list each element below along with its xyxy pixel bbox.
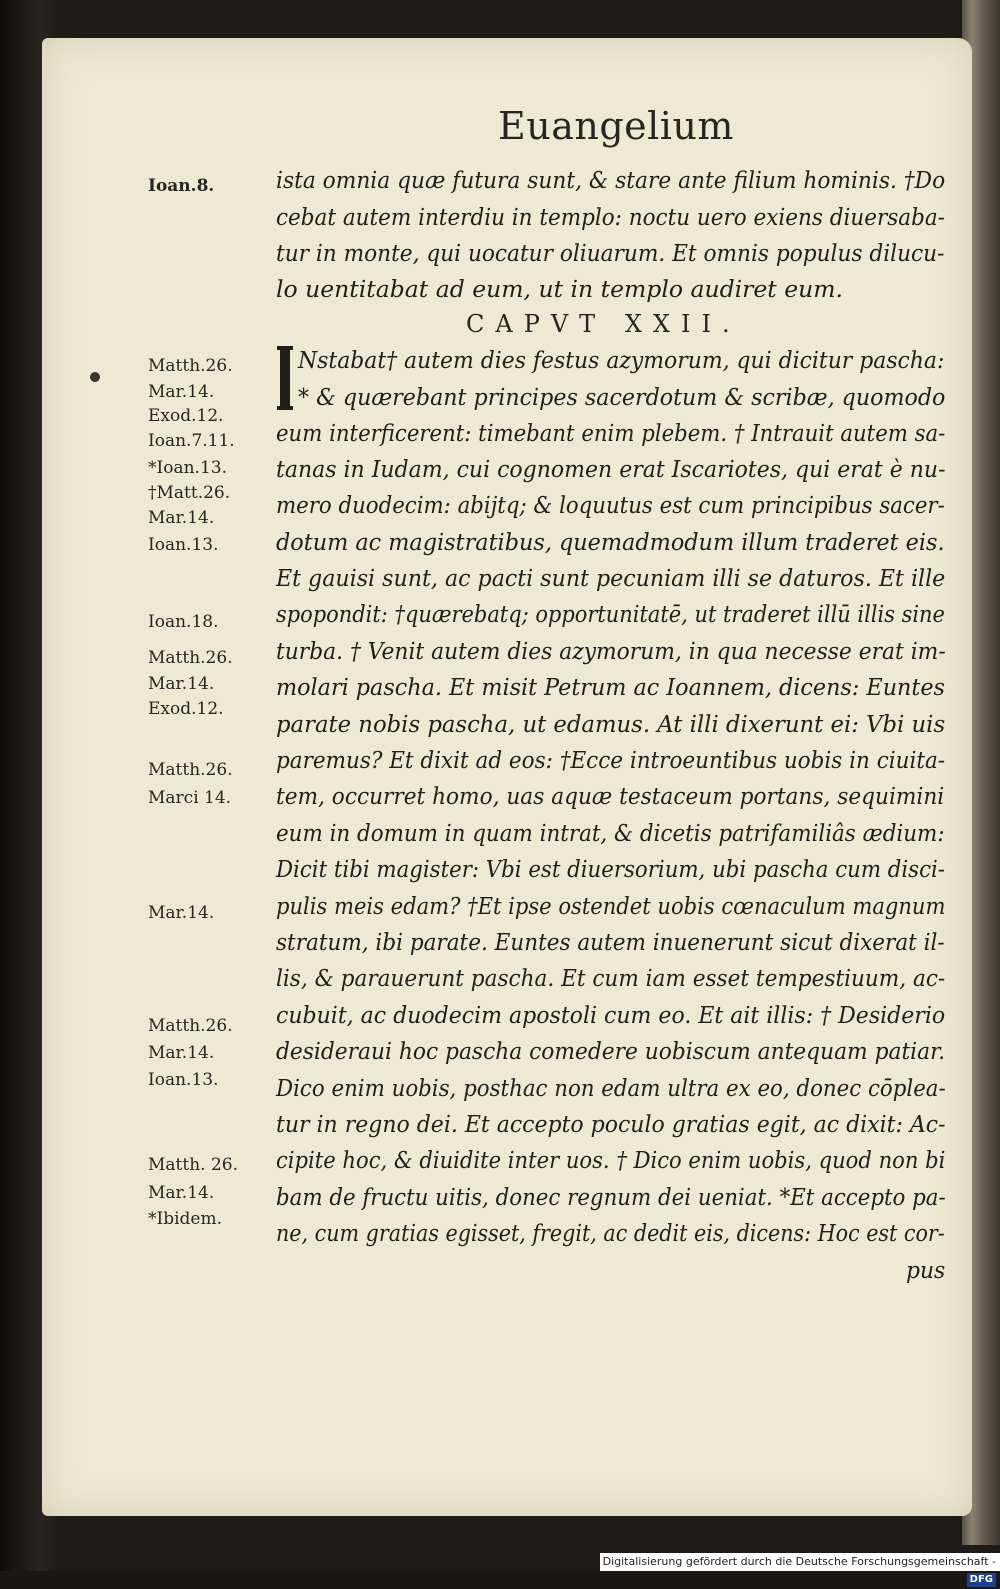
text-line: mero duodecim: abijtq; & loquutus est cum principibus sacer- [276,491,945,519]
running-title: Euangelium [498,104,734,148]
text-line: Dicit tibi magister: Vbi est diuersorium, ubi pascha cum disci- [276,855,945,883]
margin-ref: Ioan.7.11. [148,431,235,451]
catchword: pus [906,1256,946,1284]
margin-ref: *Ibidem. [148,1209,223,1229]
text-line: pulis meis edam? †Et ipse ostendet uobis cœnaculum magnum [276,892,946,920]
margin-ref: Ioan.18. [148,612,219,632]
credit-text: Digitalisierung gefördert durch die Deutsche Forschungsgemeinschaft - [602,1555,996,1568]
text-line: desideraui hoc pascha comedere uobiscum antequam patiar. [276,1037,946,1065]
margin-ref: Ioan.13. [148,535,219,555]
drop-cap-initial [280,346,290,410]
text-line: paremus? Et dixit ad eos: †Ecce introeuntibus uobis in ciuita- [276,746,946,774]
text-line: Nstabat† autem dies festus azymorum, qui dicitur pascha: [298,346,945,374]
margin-ref: Matth.26. [148,356,233,376]
text-line: turba. † Venit autem dies azymorum, in qua necesse erat im- [276,637,946,665]
margin-ref: Mar.14. [148,382,215,402]
margin-ref: Mar.14. [148,674,215,694]
margin-ref: Mar.14. [148,903,215,923]
margin-ref: Ioan.13. [148,1070,219,1090]
margin-ref: *Ioan.13. [148,458,227,478]
margin-ref: Matth. 26. [148,1155,238,1175]
margin-ref: Mar.14. [148,1183,215,1203]
text-line: eum interficerent: timebant enim plebem. † Intrauit autem sa- [276,419,946,447]
digitization-credit [600,1553,1000,1585]
text-line: stratum, ibi parate. Euntes autem inuenerunt sicut dixerat il- [276,928,945,956]
text-line: bam de fructu uitis, donec regnum dei ueniat. *Et accepto pa- [276,1183,946,1211]
ink-blot [90,372,100,382]
margin-ref: Marci 14. [148,788,232,808]
margin-ref: Exod.12. [148,406,224,426]
chapter-heading: CAPVT XXII. [466,310,741,338]
text-line: ista omnia quæ futura sunt, & stare ante filium hominis. †Do [276,166,946,194]
text-line: cipite hoc, & diuidite inter uos. † Dico enim uobis, quod non bi [276,1146,946,1174]
margin-ref: Exod.12. [148,699,224,719]
margin-ref: Mar.14. [148,1043,215,1063]
text-line: cubuit, ac duodecim apostoli cum eo. Et ait illis: † Desiderio [276,1001,946,1029]
text-line: eum in domum in quam intrat, & dicetis patrifamiliâs ædium: [276,819,945,847]
text-line: spopondit: †quærebatq; opportunitatē, ut traderet illū illis sine [276,600,945,628]
text-line: lis, & parauerunt pascha. Et cum iam esset tempestiuum, ac- [276,964,946,992]
text-line: lo uentitabat ad eum, ut in templo audiret eum. [276,275,844,303]
margin-ref: Matth.26. [148,648,233,668]
text-line: tem, occurret homo, uas aquæ testaceum portans, sequimini [276,782,945,810]
text-line: dotum ac magistratibus, quemadmodum illum traderet eis. [276,528,945,556]
margin-ref: Matth.26. [148,760,233,780]
text-line: Dico enim uobis, posthac non edam ultra ex eo, donec cōplea- [276,1074,946,1102]
margin-ref: Matth.26. [148,1016,233,1036]
text-line: tur in monte, qui uocatur oliuarum. Et omnis populus dilucu- [276,239,945,267]
text-line: parate nobis pascha, ut edamus. At illi dixerunt ei: Vbi uis [276,710,946,738]
margin-ref: Mar.14. [148,508,215,528]
text-line: cebat autem interdiu in templo: noctu uero exiens diuersaba- [276,203,945,231]
text-line: tanas in Iudam, cui cognomen erat Iscariotes, qui erat è nu- [276,455,946,483]
text-line: * & quærebant principes sacerdotum & scribæ, quomodo [298,383,946,411]
text-line: Et gauisi sunt, ac pacti sunt pecuniam illi se daturos. Et ille [276,564,946,592]
text-line: ne, cum gratias egisset, fregit, ac dedit eis, dicens: Hoc est cor- [276,1219,945,1247]
text-line: tur in regno dei. Et accepto poculo gratias egit, ac dixit: Ac- [276,1110,946,1138]
text-line: molari pascha. Et misit Petrum ac Ioannem, dicens: Euntes [276,673,945,701]
dfg-logo: DFG [967,1573,996,1587]
margin-ref: Ioan.8. [148,176,215,196]
margin-ref: †Matt.26. [148,483,231,503]
